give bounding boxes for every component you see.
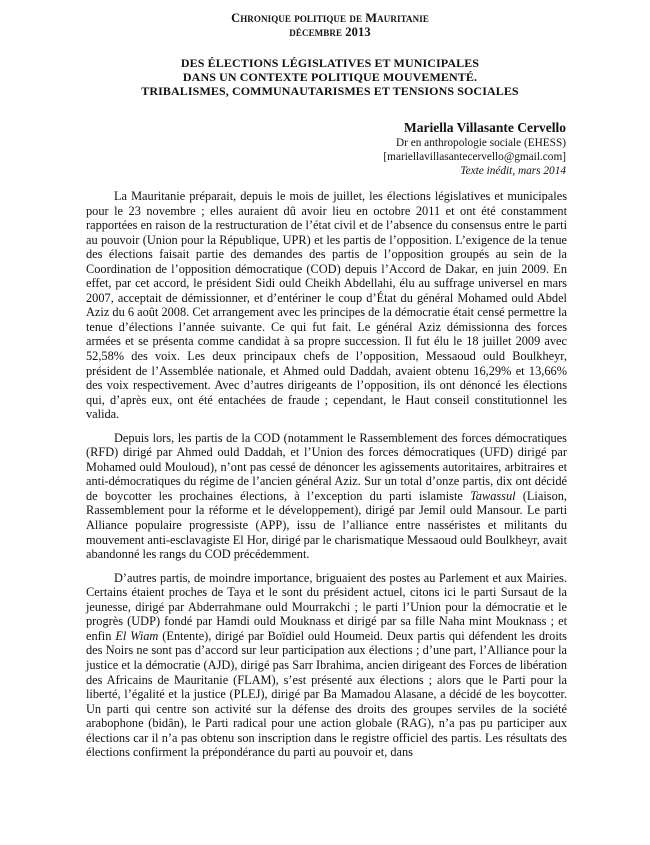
subtitle-line-2: DANS UN CONTEXTE POLITIQUE MOUVEMENTÉ. (182, 70, 478, 84)
title-line-1: Chronique politique de Mauritanie (231, 11, 429, 25)
author-title: Dr en anthropologie sociale (EHESS) (395, 137, 566, 149)
abbr-rfd: RFD (90, 445, 115, 460)
author-block (246, 120, 566, 178)
article-subtitle (90, 56, 570, 98)
abbr-plej: PLEJ (233, 687, 261, 702)
subtitle-line-1: DES ÉLECTIONS LÉGISLATIVES ET MUNICIPALES (180, 56, 480, 70)
abbr-app: APP (259, 518, 283, 533)
abbr-cod: COD (310, 261, 337, 276)
paragraph-1: La Mauritanie préparait, depuis le mois de juillet, les élections législatives et municipales pour le 23 novembre ; elles auraient dû avoir lieu en octobre 2011 et ont été constamment rapportées en raison de la restructuration de l’état civil et de l’absence du consensus entre le parti au pouvoir (Union pour la République, UPR) et les partis de l’opposition. L’exigence de la tenue des élections faisait partie des demandes des partis de l’opposition groupés au sein de la Coordination de l’opposition démocratique (COD) depuis l’Accord de Dakar, en juin 2009. En effet, par cet accord, le président Sidi ould Cheikh Abdellahi, élu au suffrage universel en mars 2007, acceptait de démissionner, et d’entériner le coup d’État du général Mohamed ould Abdel Aziz du 6 août 2008. Cet arrangement avec les principes de la démocratie était censé permettre la tenue d’élections l’année suivante. Ce qui fut fait. Le général Aziz démissionna des forces armées et se présenta comme candidat à sa propre succession. Il fut élu le 18 juillet 2009 avec 52,58% des voix. Les deux principaux chefs de l’opposition, Messaoud ould Boulkheyr, président de l’Assemblée nationale, et Ahmed ould Daddah, avaient obtenu 16,29% et 13,66% des voix respectivement. Avec d’autres dirigeants de l’opposition, ils ont dénoncé les élections qui, d’après eux, ont été entachées de fraude ; cependant, le Haut conseil constitutionnel les valida. (86, 189, 567, 422)
subtitle-line-3: TRIBALISMES, COMMUNAUTARISMES ET TENSIONS SOCIALES (141, 84, 519, 98)
party-tawassul: Tawassul (470, 488, 516, 503)
abbr-ajd: AJD (207, 657, 231, 672)
author-email: [mariellavillasantecervello@gmail.com] (383, 151, 566, 163)
abbr-rag: RAG (400, 716, 427, 731)
abbr-cod: COD (253, 430, 281, 445)
abbr-flam: FLAM (237, 672, 272, 687)
paragraph-2: Depuis lors, les partis de la COD (notamment le Rassemblement des forces démocratiques (RFD) dirigé par Ahmed ould Daddah, et l’Union des forces démocratiques (UFD) dirigé par Mohamed ould Mouloud), n’ont pas cessé de dénoncer les agissements autoritaires, arbitraires et anti-démocratiques du régime de l’ancien général Aziz. Sur un total d’onze partis, dix ont décidé de boycotter les prochaines élections, à l’exception du parti islamiste Tawassul (Liaison, Rassemblement pour la réforme et le développement), dirigé par Jemil ould Mansour. Le parti Alliance populaire progressiste (APP), issu de l’alliance entre nasséristes et militants du mouvement anti-esclavagiste El Hor, dirigé par le charismatique Messaoud ould Boulkheyr, avait abandonné les rangs du COD précédemment. (86, 430, 567, 562)
author-note: Texte inédit, mars 2014 (460, 165, 566, 177)
author-name: Mariella Villasante Cervello (404, 120, 566, 135)
article-body (86, 189, 567, 769)
paragraph-3: D’autres partis, de moindre importance, briguaient des postes au Parlement et aux Mairies. Certains étaient proches de Taya et le sont du président actuel, citons ici le parti Sursaut de la jeunesse, dirigé par Abderrahmane ould Mourrakchi ; le parti l’Union pour la démocratie et le progrès (UDP) fondé par Hamdi ould Mouknass et dirigé par sa fille Naha mint Mouknass ; et enfin El Wiam (Entente), dirigé par Boïdiel ould Houmeid. Deux partis qui défendent les droits des Noirs ne sont pas d’accord sur leur participation aux élections ; d’une part, l’Alliance pour la justice et la démocratie (AJD), dirigé pas Sarr Ibrahima, ancien dirigeant des Forces de libération des Africains de Mauritanie (FLAM), s’est présenté aux élections ; alors que le Parti pour la liberté, l’égalité et la justice (PLEJ), dirigé par Ba Mamadou Alasane, a décidé de les boycotter. Un parti qui centre son activité sur la défense des droits des groupes serviles de la société arabophone (bidân), le Parti radical pour une action globale (RAG), n’a pas pu participer aux élections car il n’a pas obtenu son inscription dans le registre officiel des partis. Les résultats des élections confirment la prépondérance du parti au pouvoir et, dans (86, 570, 568, 760)
chronicle-title (90, 11, 570, 39)
abbr-upr: UPR (282, 232, 307, 247)
title-line-2: décembre 2013 (289, 25, 371, 39)
abbr-ufd: UFD (484, 445, 509, 460)
party-el-wiam: El Wiam (115, 628, 159, 643)
abbr-cod: COD (204, 547, 231, 562)
abbr-udp: UDP (131, 614, 156, 629)
